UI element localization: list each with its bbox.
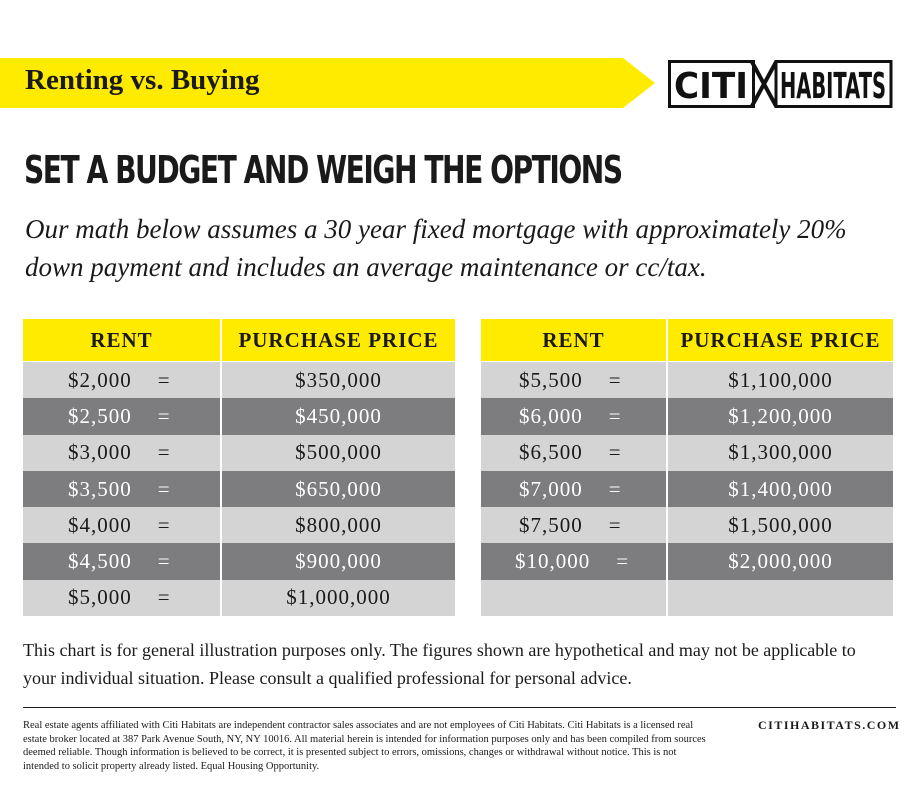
- page-headline: SET A BUDGET AND WEIGH THE OPTIONS: [24, 148, 622, 192]
- rent-value: $5,500: [519, 367, 583, 392]
- equals-sign: =: [616, 549, 630, 574]
- equals-sign: =: [608, 476, 622, 501]
- rent-value: $7,000: [519, 476, 583, 501]
- rent-value: $7,500: [519, 512, 583, 537]
- equals-sign: =: [157, 585, 171, 610]
- rent-cell: [23, 398, 222, 434]
- logo-text-right: HABITATS: [780, 66, 886, 107]
- table-row: [481, 507, 893, 543]
- equals-sign: =: [157, 440, 171, 465]
- rent-value: $2,500: [68, 403, 132, 428]
- rent-cell: [481, 398, 668, 434]
- equals-sign: =: [157, 549, 171, 574]
- rent-purchase-table-right: [481, 319, 893, 616]
- footer-divider: [23, 707, 896, 708]
- intro-text: Our math below assumes a 30 year fixed mortgage with approximately 20% down payment and includes an average maintenance or cc/tax.: [25, 214, 847, 282]
- table-row: [481, 471, 893, 507]
- rent-cell: [481, 362, 668, 398]
- column-header-purchase-price: PURCHASE PRICE: [668, 319, 893, 361]
- rent-cell: [481, 543, 668, 579]
- equals-sign: =: [157, 403, 171, 428]
- equals-sign: =: [608, 367, 622, 392]
- price-value: $500,000: [222, 435, 455, 471]
- price-value: $900,000: [222, 543, 455, 579]
- rent-cell: [481, 580, 668, 616]
- rent-cell: [23, 362, 222, 398]
- table-row: [481, 580, 893, 616]
- column-header-purchase-price: PURCHASE PRICE: [222, 319, 455, 361]
- rent-value: $5,000: [68, 585, 132, 610]
- rent-value: $6,000: [519, 403, 583, 428]
- rent-cell: [481, 435, 668, 471]
- price-value: $1,000,000: [222, 580, 455, 616]
- table-row: [23, 507, 455, 543]
- rent-cell: [481, 471, 668, 507]
- website-link[interactable]: CITIHABITATS.COM: [758, 718, 901, 732]
- price-value: $1,400,000: [668, 471, 893, 507]
- rent-value: $6,500: [519, 440, 583, 465]
- rent-cell: [481, 507, 668, 543]
- price-value: [668, 580, 893, 616]
- rent-cell: [23, 507, 222, 543]
- table-row: [481, 362, 893, 398]
- equals-sign: =: [608, 440, 622, 465]
- column-header-rent: RENT: [481, 319, 668, 361]
- rent-cell: [23, 435, 222, 471]
- table-row: [23, 398, 455, 434]
- equals-sign: =: [157, 367, 171, 392]
- equals-sign: =: [157, 512, 171, 537]
- equals-sign: =: [608, 403, 622, 428]
- column-header-rent: RENT: [23, 319, 222, 361]
- equals-sign: =: [608, 512, 622, 537]
- table-row: [23, 362, 455, 398]
- rent-value: $3,500: [68, 476, 132, 501]
- rent-value: $10,000: [515, 549, 591, 574]
- price-value: $1,500,000: [668, 507, 893, 543]
- table-row: [481, 435, 893, 471]
- price-value: $1,200,000: [668, 398, 893, 434]
- table-row: [23, 543, 455, 579]
- price-value: $1,100,000: [668, 362, 893, 398]
- citi-habitats-logo: [668, 60, 893, 108]
- equals-sign: =: [157, 476, 171, 501]
- table-row: [23, 471, 455, 507]
- rent-value: $4,000: [68, 512, 132, 537]
- logo-graphic: [668, 60, 893, 108]
- price-value: $800,000: [222, 507, 455, 543]
- rent-purchase-table-left: [23, 319, 455, 616]
- price-value: $650,000: [222, 471, 455, 507]
- banner-title: Renting vs. Buying: [25, 64, 260, 96]
- logo-text-left: CITI: [674, 66, 748, 107]
- price-value: $350,000: [222, 362, 455, 398]
- table-row: [481, 543, 893, 579]
- rent-value: $2,000: [68, 367, 132, 392]
- legal-text: Real estate agents affiliated with Citi Habitats are independent contractor sales associates and are not employees of Citi Habitats. Citi Habitats is a licensed real estate broker located at 387 Park Avenue South, NY, NY 10016. All material herein is intended for information purposes only and has been compiled from sources deemed reliable. Though information is believed to be correct, it is presented subject to errors, omissions, changes or withdrawal without notice. This is not intended to solicit property already listed. Equal Housing Opportunity.: [23, 720, 706, 772]
- rent-cell: [23, 580, 222, 616]
- table-row: [23, 435, 455, 471]
- disclaimer-text: This chart is for general illustration purposes only. The figures shown are hypothetical and may not be applicable to your individual situation. Please consult a qualified professional for personal advice.: [23, 640, 856, 688]
- price-value: $2,000,000: [668, 543, 893, 579]
- rent-cell: [23, 471, 222, 507]
- rent-value: $4,500: [68, 549, 132, 574]
- price-value: $450,000: [222, 398, 455, 434]
- table-row: [481, 398, 893, 434]
- table-row: [23, 580, 455, 616]
- rent-value: $3,000: [68, 440, 132, 465]
- rent-cell: [23, 543, 222, 579]
- price-value: $1,300,000: [668, 435, 893, 471]
